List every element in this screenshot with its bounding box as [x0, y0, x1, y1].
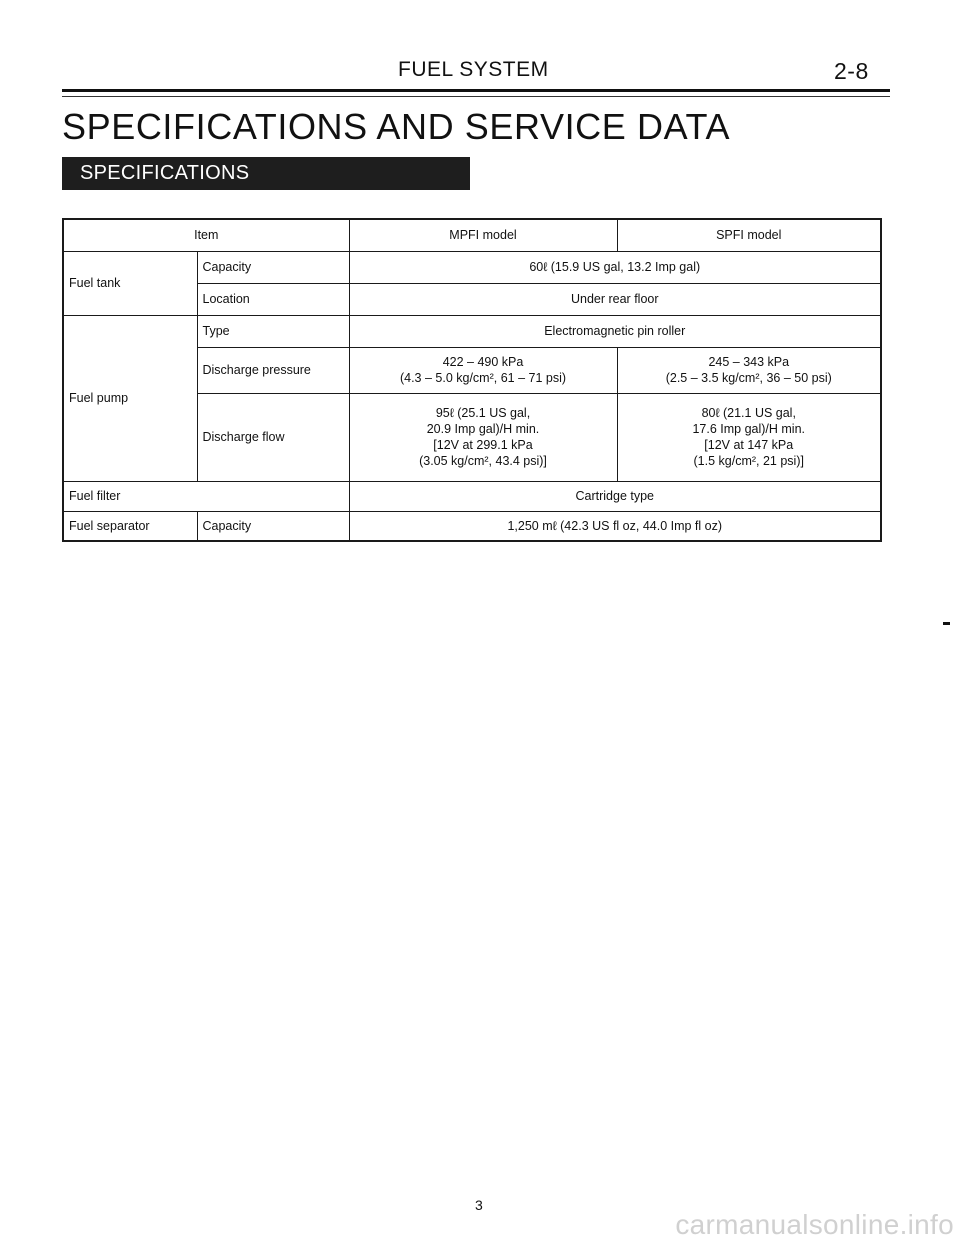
flow-spfi-line: 80ℓ (21.1 US gal,: [701, 406, 796, 420]
fuel-pump-flow-mpfi: [349, 393, 617, 481]
table-row: [63, 481, 881, 511]
page-heading: SPECIFICATIONS AND SERVICE DATA: [62, 106, 731, 147]
fuel-pump-pressure-label: Discharge pressure: [197, 347, 349, 393]
flow-spfi-line: [12V at 147 kPa: [704, 438, 794, 452]
fuel-tank-location-value: Under rear floor: [349, 283, 881, 315]
fuel-tank-location-label: Location: [197, 283, 349, 315]
header-rule-thin: [62, 96, 890, 97]
fuel-separator-capacity-label: Capacity: [197, 511, 349, 541]
header-mpfi-model: MPFI model: [349, 219, 617, 251]
pressure-spfi-line: (2.5 – 3.5 kg/cm², 36 – 50 psi): [665, 371, 832, 385]
row-label-fuel-pump: Fuel pump: [63, 315, 197, 481]
table-header-row: [63, 219, 881, 251]
page-number: 3: [475, 1197, 483, 1213]
fuel-separator-capacity-value: 1,250 mℓ (42.3 US fl oz, 44.0 Imp fl oz): [349, 511, 881, 541]
flow-mpfi-line: [12V at 299.1 kPa: [433, 438, 533, 452]
fuel-filter-value: Cartridge type: [349, 481, 881, 511]
header-item: Item: [63, 219, 349, 251]
fuel-tank-capacity-value: 60ℓ (15.9 US gal, 13.2 Imp gal): [349, 251, 881, 283]
fuel-pump-flow-label: Discharge flow: [197, 393, 349, 481]
header-rule: [62, 89, 890, 92]
flow-mpfi-line: 95ℓ (25.1 US gal,: [435, 406, 531, 420]
fuel-pump-flow-spfi: [617, 393, 881, 481]
header-section-title: FUEL SYSTEM: [398, 58, 549, 81]
specifications-table: [62, 218, 882, 542]
flow-spfi-line: (1.5 kg/cm², 21 psi)]: [693, 454, 804, 468]
margin-mark: [943, 622, 950, 625]
watermark-text: carmanualsonline.info: [675, 1209, 954, 1240]
header-spfi-model: SPFI model: [617, 219, 881, 251]
pressure-mpfi-line: (4.3 – 5.0 kg/cm², 61 – 71 psi): [399, 371, 567, 385]
header-page-code: 2-8: [834, 58, 869, 84]
pressure-mpfi-line: 422 – 490 kPa: [442, 355, 524, 369]
fuel-pump-pressure-mpfi: [349, 347, 617, 393]
flow-spfi-line: 17.6 Imp gal)/H min.: [692, 422, 806, 436]
fuel-pump-type-label: Type: [197, 315, 349, 347]
fuel-pump-pressure-spfi: [617, 347, 881, 393]
flow-mpfi-line: 20.9 Imp gal)/H min.: [426, 422, 540, 436]
row-label-fuel-filter: Fuel filter: [63, 481, 349, 511]
flow-mpfi-line: (3.05 kg/cm², 43.4 psi)]: [419, 454, 547, 468]
fuel-pump-type-value: Electromagnetic pin roller: [349, 315, 881, 347]
fuel-tank-capacity-label: Capacity: [197, 251, 349, 283]
row-label-fuel-separator: Fuel separator: [63, 511, 197, 541]
table-row: [63, 315, 881, 347]
table-row: [63, 251, 881, 283]
pressure-spfi-line: 245 – 343 kPa: [708, 355, 790, 369]
row-label-fuel-tank: Fuel tank: [63, 251, 197, 315]
section-label-bar: SPECIFICATIONS: [62, 157, 470, 190]
table-row: [63, 511, 881, 541]
